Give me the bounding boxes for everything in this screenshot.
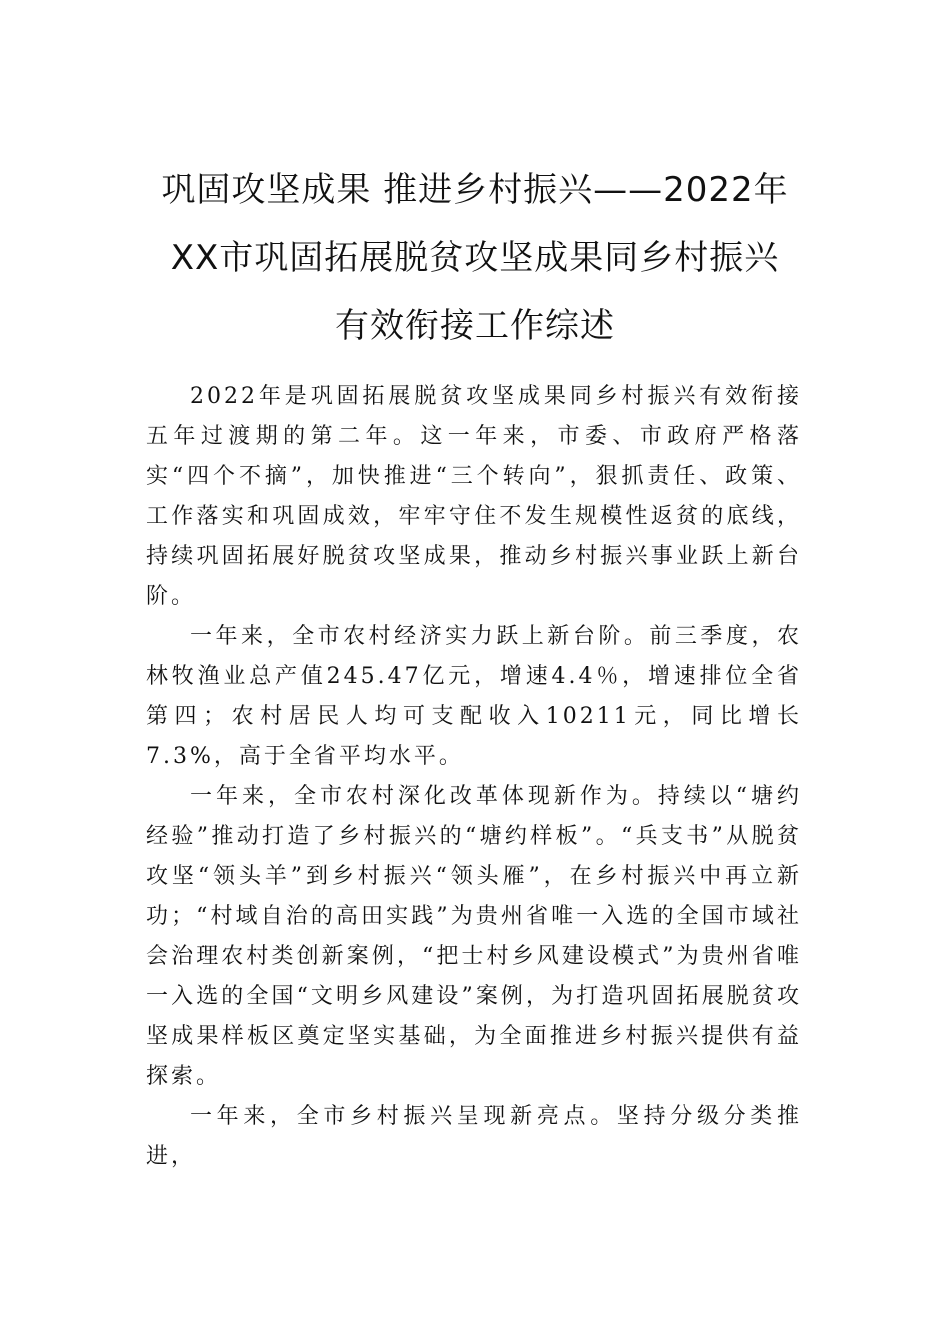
paragraph-intro: 2022年是巩固拓展脱贫攻坚成果同乡村振兴有效衔接五年过渡期的第二年。这一年来，市委、市政府严格落实“四个不摘”，加快推进“三个转向”，狠抓责任、政策、工作落实和巩固成效，牢牢守住不发生规模性返贫的底线，持续巩固拓展好脱贫攻坚成果，推动乡村振兴事业跃上新台阶。 bbox=[146, 384, 802, 609]
document-body bbox=[146, 377, 802, 1177]
paragraph-economy: 一年来，全市农村经济实力跃上新台阶。前三季度，农林牧渔业总产值245.47亿元，增速4.4％，增速排位全省第四；农村居民人均可支配收入10211元，同比增长7.3%，高于全省平均水平。 bbox=[146, 624, 802, 769]
paragraph-reform: 一年来，全市农村深化改革体现新作为。持续以“塘约经验”推动打造了乡村振兴的“塘约样板”。“兵支书”从脱贫攻坚“领头羊”到乡村振兴“领头雁”，在乡村振兴中再立新功；“村域自治的高田实践”为贵州省唯一入选的全国市域社会治理农村类创新案例，“把士村乡风建设模式”为贵州省唯一入选的全国“文明乡风建设”案例，为打造巩固拓展脱贫攻坚成果样板区奠定坚实基础，为全面推进乡村振兴提供有益探索。 bbox=[146, 784, 802, 1089]
paragraph-highlights: 一年来，全市乡村振兴呈现新亮点。坚持分级分类推进， bbox=[146, 1104, 802, 1169]
title-line-3: 有效衔接工作综述 bbox=[335, 306, 615, 346]
title-line-2: XX市巩固拓展脱贫攻坚成果同乡村振兴 bbox=[170, 238, 780, 278]
document-title bbox=[120, 156, 830, 360]
title-line-1: 巩固攻坚成果 推进乡村振兴——2022年 bbox=[161, 170, 789, 210]
